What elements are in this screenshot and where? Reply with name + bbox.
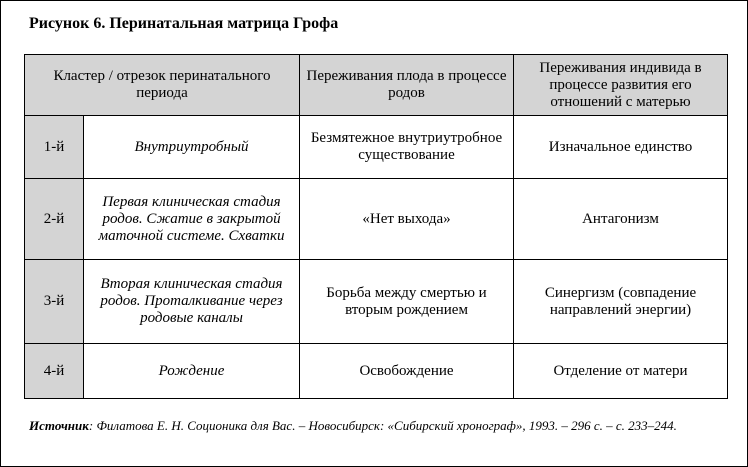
row-individual-experience: Отделение от матери xyxy=(514,344,728,399)
row-fetal-experience: Безмятежное внутриутробное существование xyxy=(300,116,514,179)
header-individual-experience: Переживания индивида в процессе развития его отношений с матерью xyxy=(514,55,728,116)
row-number: 1-й xyxy=(25,116,84,179)
row-individual-experience: Синергизм (совпадение направлений энергии) xyxy=(514,260,728,344)
row-stage: Внутриутробный xyxy=(84,116,300,179)
row-fetal-experience: Освобождение xyxy=(300,344,514,399)
table-row xyxy=(25,344,728,399)
header-cluster: Кластер / отрезок перинатального периода xyxy=(25,55,300,116)
row-individual-experience: Изначальное единство xyxy=(514,116,728,179)
row-number: 4-й xyxy=(25,344,84,399)
row-stage: Рождение xyxy=(84,344,300,399)
table-row xyxy=(25,116,728,179)
row-fetal-experience: Борьба между смертью и вторым рождением xyxy=(300,260,514,344)
row-number: 2-й xyxy=(25,179,84,260)
row-individual-experience: Антагонизм xyxy=(514,179,728,260)
row-stage: Вторая клиническая стадия родов. Проталкивание через родовые каналы xyxy=(84,260,300,344)
perinatal-matrix-table xyxy=(24,54,728,399)
source-text: : Филатова Е. Н. Соционика для Вас. – Новосибирск: «Сибирский хронограф», 1993. – 296 с. – с. 233–244. xyxy=(88,418,677,433)
row-stage: Первая клиническая стадия родов. Сжатие в закрытой маточной системе. Схватки xyxy=(84,179,300,260)
source-label: Источник xyxy=(29,418,89,433)
header-fetal-experience: Переживания плода в процессе родов xyxy=(300,55,514,116)
row-fetal-experience: «Нет выхода» xyxy=(300,179,514,260)
table-row xyxy=(25,179,728,260)
source-note xyxy=(29,418,719,433)
figure-title: Рисунок 6. Перинатальная матрица Грофа xyxy=(29,15,339,32)
row-number: 3-й xyxy=(25,260,84,344)
table-header-row xyxy=(25,55,728,116)
table-row xyxy=(25,260,728,344)
